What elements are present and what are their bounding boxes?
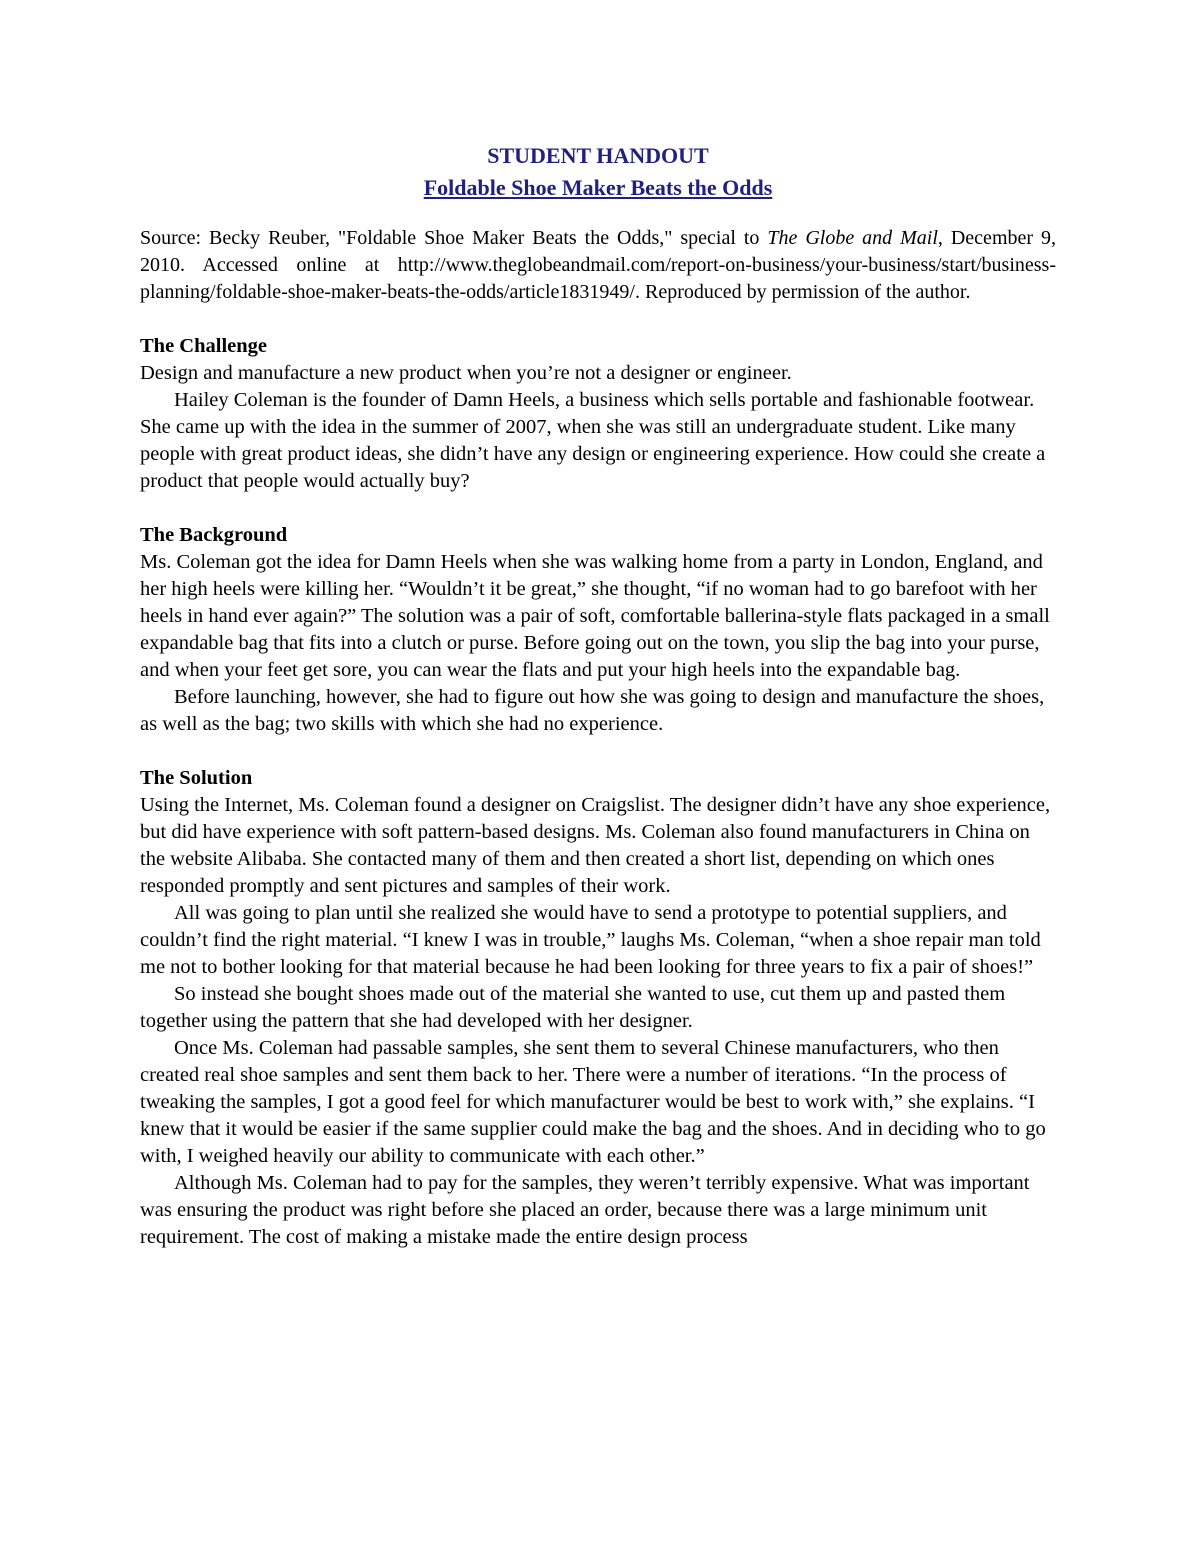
paragraph: So instead she bought shoes made out of the material she wanted to use, cut them up and pasted them together using the pattern that she had developed with her designer. — [140, 983, 1006, 1032]
section-challenge — [140, 333, 1056, 495]
section-heading: The Solution — [140, 767, 253, 789]
source-publication: The Globe and Mail — [767, 227, 938, 249]
document-title: STUDENT HANDOUT — [487, 143, 709, 168]
paragraph: Once Ms. Coleman had passable samples, she sent them to several Chinese manufacturers, who then created real shoe samples and sent them back to her. There were a number of iterations. “In the process of tweaking the samples, I got a good feel for which manufacturer would be best to work with,” she explains. “I knew that it would be easier if the same supplier could make the bag and the shoes. And in deciding who to go with, I weighed heavily our ability to communicate with each other.” — [140, 1037, 1046, 1167]
paragraph: Using the Internet, Ms. Coleman found a designer on Craigslist. The designer didn’t have any shoe experience, but did have experience with soft pattern-based designs. Ms. Coleman also found manufacturers in China on the website Alibaba. She contacted many of them and then created a short list, depending on which ones responded promptly and sent pictures and samples of their work. — [140, 794, 1051, 897]
paragraph: Design and manufacture a new product when you’re not a designer or engineer. — [140, 362, 792, 384]
section-heading: The Challenge — [140, 335, 267, 357]
section-background — [140, 522, 1056, 738]
paragraph: Hailey Coleman is the founder of Damn Heels, a business which sells portable and fashionable footwear. She came up with the idea in the summer of 2007, when she was still an undergraduate student. Like many people with great product ideas, she didn’t have any design or engineering experience. How could she create a product that people would actually buy? — [140, 389, 1046, 492]
paragraph: Before launching, however, she had to figure out how she was going to design and manufacture the shoes, as well as the bag; two skills with which she had no experience. — [140, 686, 1045, 735]
document-content — [140, 140, 1056, 1278]
source-citation — [140, 225, 1056, 306]
source-suffix: , December 9, 2010. Accessed online at http://www.theglobeandmail.com/report-on-business/your-business/start/business-planning/foldable-shoe-maker-beats-the-odds/article1831949/. Reproduced by permission of the author. — [140, 227, 1056, 303]
source-prefix: Source: Becky Reuber, "Foldable Shoe Maker Beats the Odds," special to — [140, 227, 768, 249]
paragraph: All was going to plan until she realized she would have to send a prototype to potential suppliers, and couldn’t find the right material. “I knew I was in trouble,” laughs Ms. Coleman, “when a shoe repair man told me not to bother looking for that material because he had been looking for three years to fix a pair of shoes!” — [140, 902, 1041, 978]
section-solution — [140, 765, 1056, 1251]
paragraph: Although Ms. Coleman had to pay for the samples, they weren’t terribly expensive. What was important was ensuring the product was right before she placed an order, because there was a large minimum unit requirement. The cost of making a mistake made the entire design process — [140, 1172, 1030, 1248]
article-title: Foldable Shoe Maker Beats the Odds — [423, 175, 773, 200]
section-heading: The Background — [140, 524, 288, 546]
paragraph: Ms. Coleman got the idea for Damn Heels when she was walking home from a party in London, England, and her high heels were killing her. “Wouldn’t it be great,” she thought, “if no woman had to go barefoot with her heels in hand ever again?” The solution was a pair of soft, comfortable ballerina-style flats packaged in a small expandable bag that fits into a clutch or purse. Before going out on the town, you slip the bag into your purse, and when your feet get sore, you can wear the flats and put your high heels into the expandable bag. — [140, 551, 1050, 681]
